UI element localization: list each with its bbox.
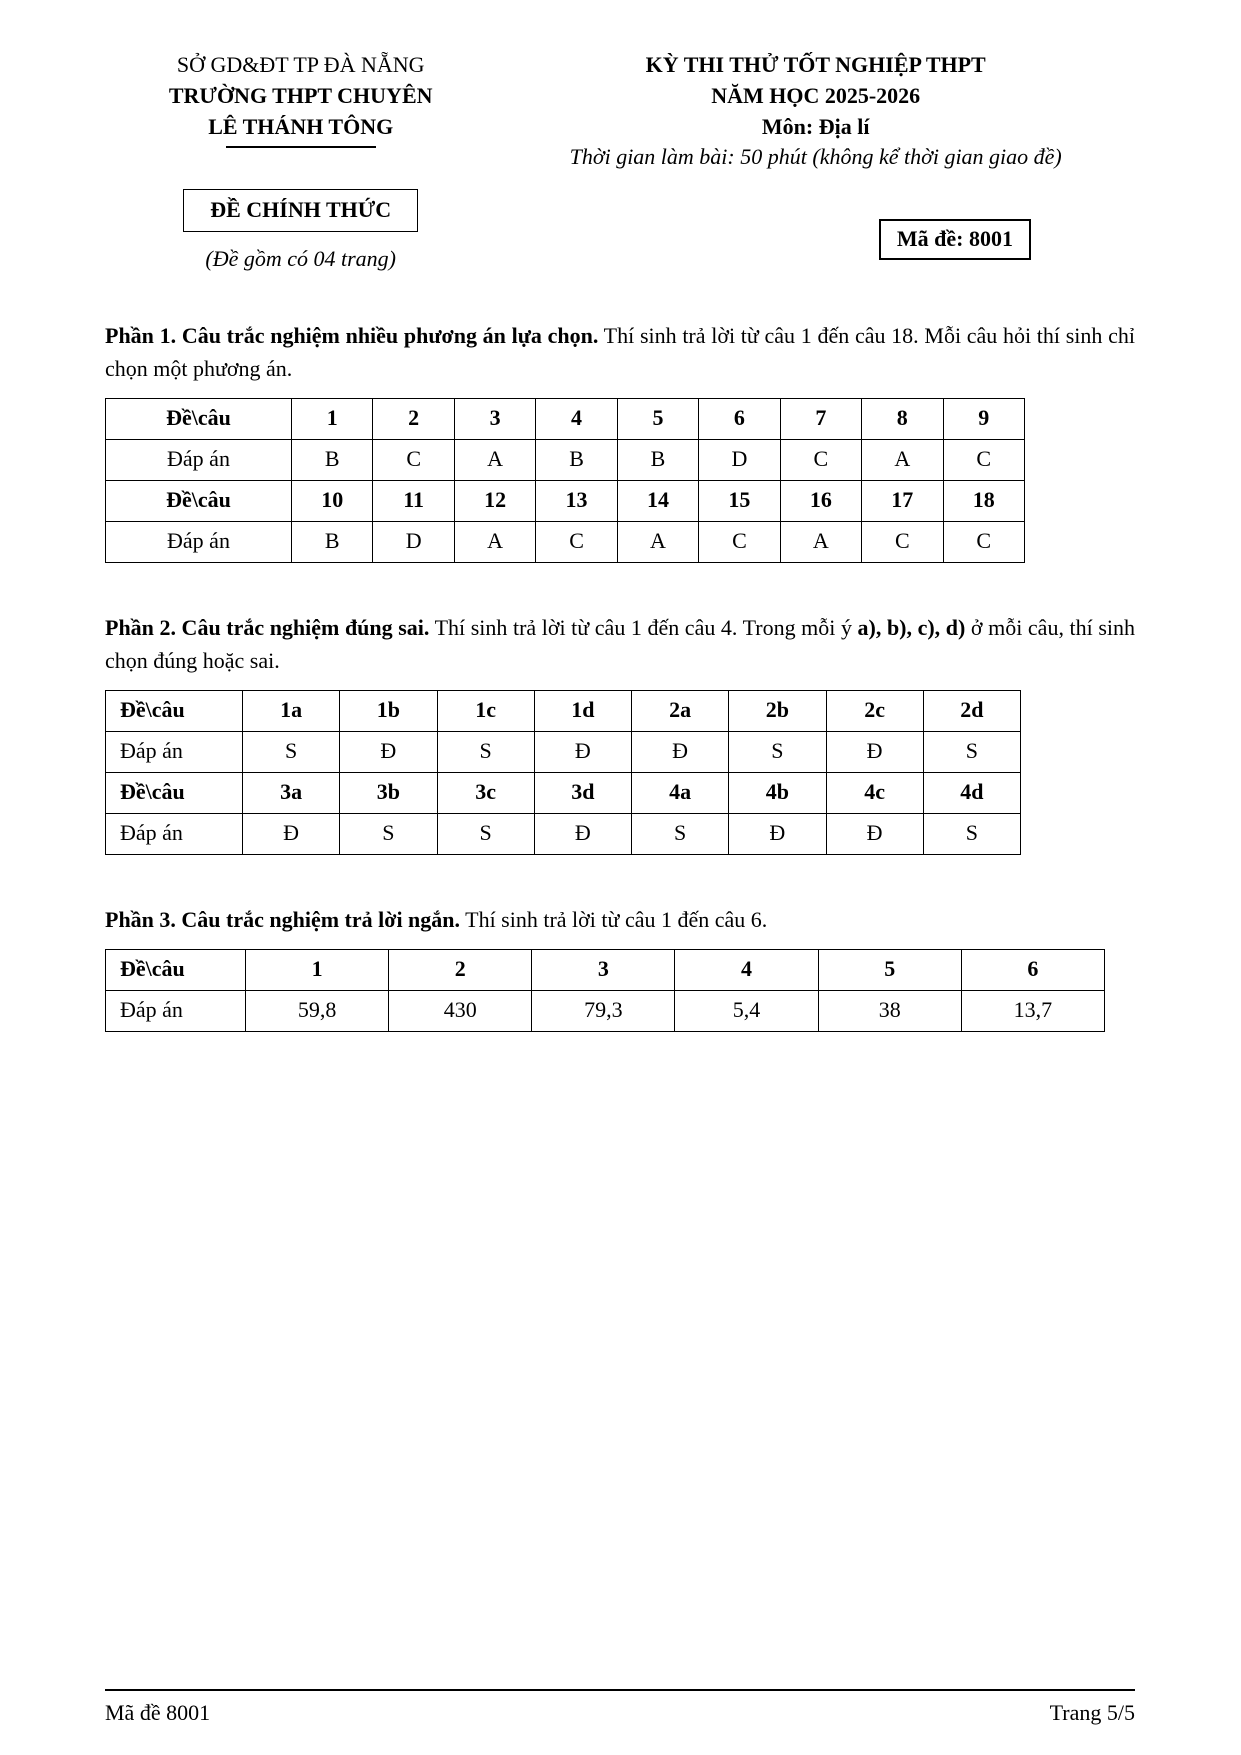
- answer-cell: S: [923, 813, 1020, 854]
- part2-heading-bold-2: a), b), c), d): [857, 614, 966, 640]
- answer-cell: A: [454, 439, 535, 480]
- answer-cell: C: [536, 521, 617, 562]
- footer-exam-code: Mã đề 8001: [105, 1700, 211, 1726]
- part3-heading-bold: Phần 3. Câu trắc nghiệm trả lời ngắn.: [105, 906, 461, 932]
- answer-cell: 11: [373, 480, 454, 521]
- answer-cell: 1c: [437, 690, 534, 731]
- school-year: NĂM HỌC 2025-2026: [711, 82, 921, 108]
- part2-answer-table: [105, 690, 1021, 855]
- answer-cell: B: [292, 439, 373, 480]
- answer-cell: C: [862, 521, 943, 562]
- answer-cell: 1a: [243, 690, 340, 731]
- answer-cell: B: [536, 439, 617, 480]
- answer-cell: 3d: [534, 772, 631, 813]
- table-row: [106, 990, 1105, 1031]
- answer-cell: S: [437, 813, 534, 854]
- answer-cell: 5: [818, 949, 961, 990]
- answer-cell: 4: [536, 398, 617, 439]
- answer-cell: D: [699, 439, 780, 480]
- row-label-cell: Đáp án: [106, 521, 292, 562]
- department-name: SỞ GD&ĐT TP ĐÀ NẴNG: [176, 52, 425, 77]
- answer-cell: Đ: [826, 813, 923, 854]
- part3-heading-text: Thí sinh trả lời từ câu 1 đến câu 6.: [460, 906, 768, 932]
- answer-cell: C: [373, 439, 454, 480]
- answer-cell: 3: [532, 949, 675, 990]
- answer-cell: A: [780, 521, 861, 562]
- answer-cell: C: [943, 521, 1025, 562]
- footer-page-number: Trang 5/5: [1049, 1700, 1135, 1726]
- answer-cell: 16: [780, 480, 861, 521]
- subject-name: Môn: Địa lí: [761, 113, 870, 139]
- answer-cell: Đ: [243, 813, 340, 854]
- answer-cell: Đ: [729, 813, 826, 854]
- table-row: [106, 439, 1025, 480]
- issuer-block: [105, 50, 496, 173]
- answer-cell: 2: [389, 949, 532, 990]
- answer-cell: 4b: [729, 772, 826, 813]
- answer-cell: 3: [454, 398, 535, 439]
- answer-cell: 13: [536, 480, 617, 521]
- answer-cell: D: [373, 521, 454, 562]
- answer-cell: S: [729, 731, 826, 772]
- answer-cell: 15: [699, 480, 780, 521]
- part2-heading-text-1: Thí sinh trả lời từ câu 1 đến câu 4. Trong mỗi ý: [429, 614, 858, 640]
- answer-cell: 1: [246, 949, 389, 990]
- answer-cell: Đ: [534, 731, 631, 772]
- part1-heading: [105, 319, 1135, 385]
- table-row: [106, 690, 1021, 731]
- answer-cell: 5,4: [675, 990, 818, 1031]
- answer-cell: 10: [292, 480, 373, 521]
- document-header: [105, 50, 1135, 173]
- answer-cell: 3c: [437, 772, 534, 813]
- duration-note: Thời gian làm bài: 50 phút (không kể thời gian giao đề): [569, 144, 1062, 170]
- answer-cell: 38: [818, 990, 961, 1031]
- row-label-cell: Đáp án: [106, 813, 243, 854]
- answer-cell: 4a: [632, 772, 729, 813]
- answer-cell: S: [243, 731, 340, 772]
- answer-cell: 1b: [340, 690, 437, 731]
- answer-cell: 2b: [729, 690, 826, 731]
- header-underline: [226, 146, 376, 148]
- exam-code-block: [496, 189, 1135, 275]
- answer-cell: 5: [617, 398, 698, 439]
- row-label-cell: Đáp án: [106, 731, 243, 772]
- table-row: [106, 731, 1021, 772]
- answer-cell: B: [292, 521, 373, 562]
- answer-cell: 430: [389, 990, 532, 1031]
- answer-cell: C: [699, 521, 780, 562]
- answer-cell: 2: [373, 398, 454, 439]
- part1-heading-text: Thí sinh trả lời từ câu 1 đến câu 18. Mỗi câu hỏi thí sinh chỉ chọn một phương án.: [105, 322, 1135, 381]
- school-name-line2: LÊ THÁNH TÔNG: [208, 113, 394, 139]
- school-name-line1: TRƯỜNG THPT CHUYÊN: [168, 82, 433, 108]
- answer-cell: 6: [699, 398, 780, 439]
- page-footer: [105, 1689, 1135, 1729]
- answer-cell: 6: [961, 949, 1104, 990]
- answer-cell: C: [780, 439, 861, 480]
- answer-cell: 1: [292, 398, 373, 439]
- answer-cell: 1d: [534, 690, 631, 731]
- answer-cell: 4c: [826, 772, 923, 813]
- answer-cell: Đ: [534, 813, 631, 854]
- table-row: [106, 772, 1021, 813]
- answer-cell: 18: [943, 480, 1025, 521]
- document-subheader: [105, 189, 1135, 275]
- exam-code-box: Mã đề: 8001: [879, 219, 1031, 260]
- official-exam-box: ĐỀ CHÍNH THỨC: [183, 189, 418, 232]
- answer-cell: B: [617, 439, 698, 480]
- exam-info-block: [496, 50, 1135, 173]
- answer-cell: A: [862, 439, 943, 480]
- answer-cell: 2d: [923, 690, 1020, 731]
- table-row: [106, 480, 1025, 521]
- part1-answer-table: [105, 398, 1025, 563]
- table-row: [106, 813, 1021, 854]
- row-label-cell: Đề\câu: [106, 690, 243, 731]
- row-label-cell: Đáp án: [106, 990, 246, 1031]
- answer-cell: Đ: [826, 731, 923, 772]
- row-label-cell: Đề\câu: [106, 772, 243, 813]
- pages-note: (Đề gồm có 04 trang): [205, 245, 397, 271]
- official-exam-block: [105, 189, 496, 275]
- part2-heading: [105, 611, 1135, 677]
- answer-cell: Đ: [632, 731, 729, 772]
- answer-cell: S: [923, 731, 1020, 772]
- part2-heading-text-2: ở mỗi câu, thí sinh chọn đúng hoặc sai.: [105, 614, 1135, 673]
- answer-cell: 3b: [340, 772, 437, 813]
- row-label-cell: Đáp án: [106, 439, 292, 480]
- answer-cell: 3a: [243, 772, 340, 813]
- answer-cell: C: [943, 439, 1025, 480]
- exam-title: KỲ THI THỬ TỐT NGHIỆP THPT: [645, 52, 986, 77]
- answer-cell: 13,7: [961, 990, 1104, 1031]
- answer-cell: 79,3: [532, 990, 675, 1031]
- answer-cell: S: [632, 813, 729, 854]
- part2-heading-bold: Phần 2. Câu trắc nghiệm đúng sai.: [105, 614, 430, 640]
- answer-cell: 2a: [632, 690, 729, 731]
- table-row: [106, 521, 1025, 562]
- answer-cell: 17: [862, 480, 943, 521]
- row-label-cell: Đề\câu: [106, 949, 246, 990]
- answer-cell: 2c: [826, 690, 923, 731]
- answer-cell: S: [437, 731, 534, 772]
- table-row: [106, 398, 1025, 439]
- part3-heading: [105, 903, 1135, 936]
- answer-cell: 59,8: [246, 990, 389, 1031]
- answer-cell: 9: [943, 398, 1025, 439]
- answer-cell: S: [340, 813, 437, 854]
- answer-cell: 8: [862, 398, 943, 439]
- part1-heading-bold: Phần 1. Câu trắc nghiệm nhiều phương án lựa chọn.: [105, 322, 599, 348]
- answer-cell: 12: [454, 480, 535, 521]
- answer-cell: Đ: [340, 731, 437, 772]
- answer-cell: 14: [617, 480, 698, 521]
- table-row: [106, 949, 1105, 990]
- part3-answer-table: [105, 949, 1105, 1032]
- row-label-cell: Đề\câu: [106, 398, 292, 439]
- row-label-cell: Đề\câu: [106, 480, 292, 521]
- answer-cell: 4: [675, 949, 818, 990]
- answer-cell: A: [454, 521, 535, 562]
- answer-cell: A: [617, 521, 698, 562]
- answer-cell: 7: [780, 398, 861, 439]
- answer-cell: 4d: [923, 772, 1020, 813]
